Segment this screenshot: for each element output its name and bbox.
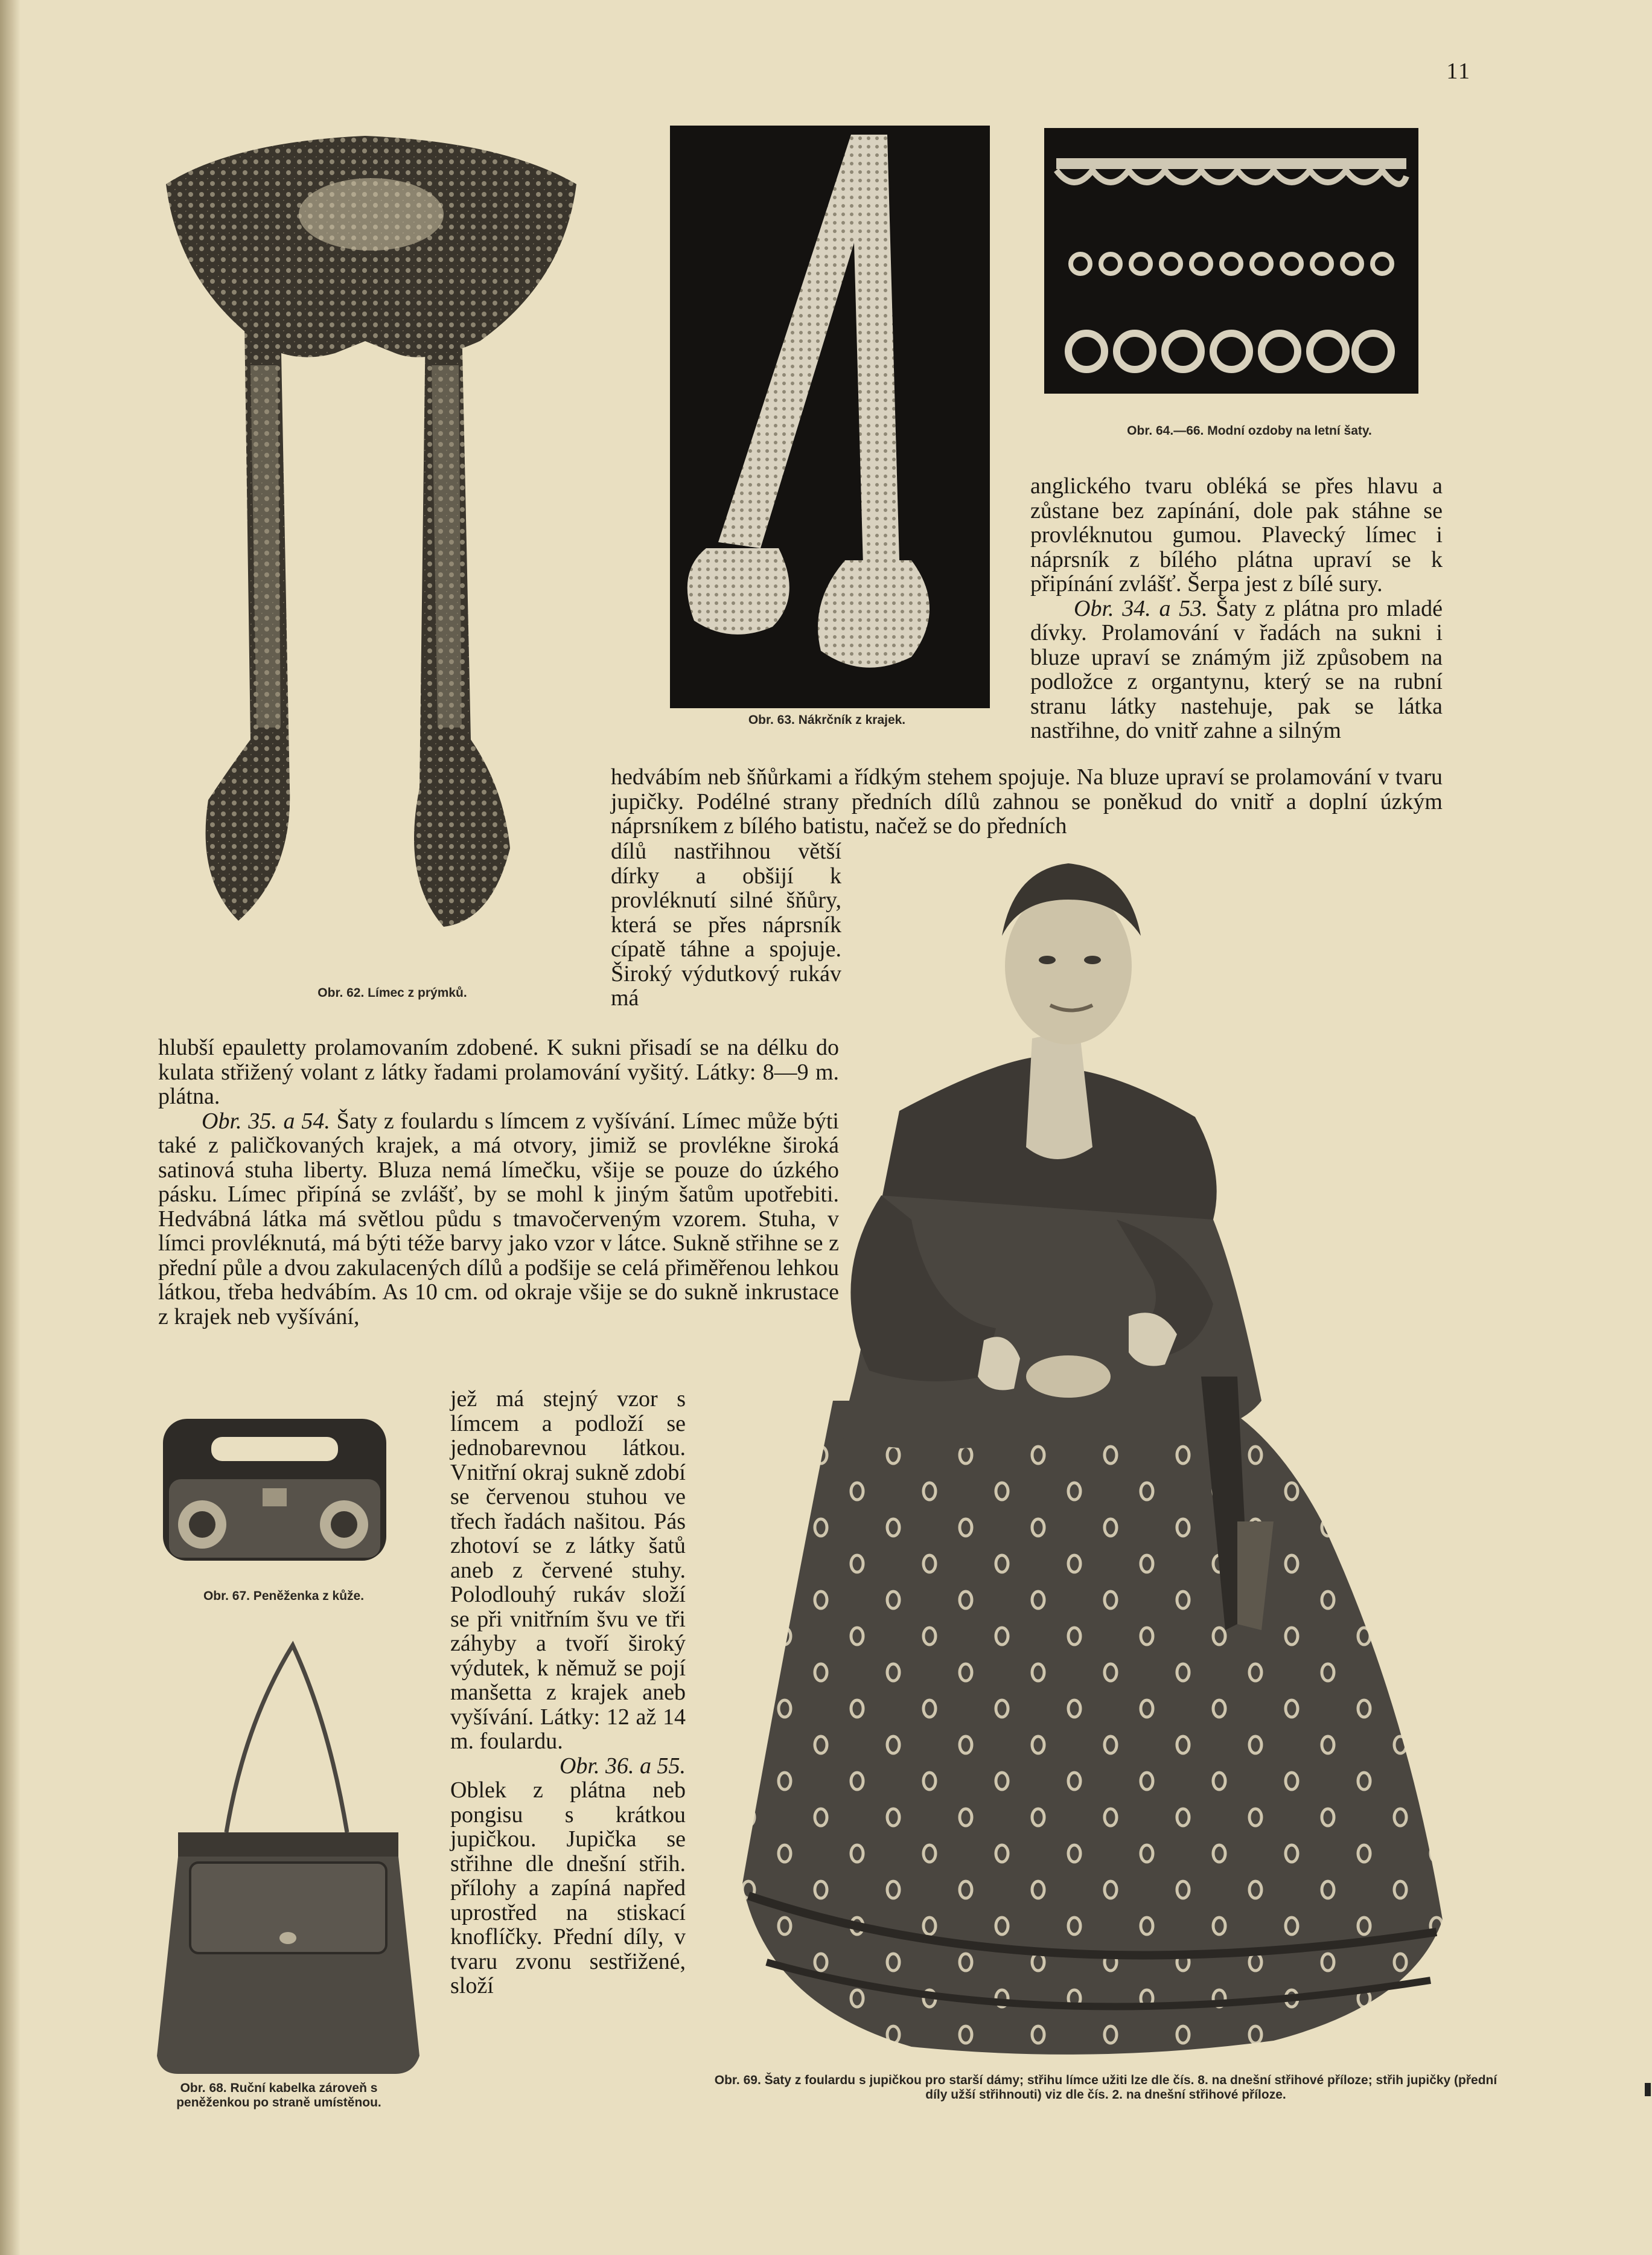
figure-reference: Obr. 36. a 55. (559, 1753, 686, 1779)
paragraph-obr-36: Oblek z plátna neb pongisu s krátkou jupičkou. Jupička se střihne dle dnešní střih. přílohy a zapíná napřed uprostřed na stiskací knoflíčky. Přední díly, v tvaru zvonu sestřižené, složí (450, 1777, 686, 1998)
trims-photo (1044, 128, 1418, 394)
paragraph-text: Šaty z foulardu s límcem z vyšívání. Límec může býti také z paličkovaných krajek, a má otvory, jimiž se provlékne široká satinová stuha liberty. Bluza nemá límečku, všije se pouze do úzkého pásku. Límec připíná se zvlášť, by se mohl k jiným šatům upotřebiti. Hedvábná látka má světlou půdu s tmavočerveným vzorem. Stuha, v límci provléknutá, má býti téže barvy jako vzor v látce. Sukně střihne se z přední půle a dvou zakulacených dílů a podšije se celá přiměřenou lehkou látkou, třeba hedvábím. As 10 cm. od okraje všije se do sukně inkrustace z krajek neb vyšívání, (158, 1108, 839, 1329)
paragraph-obr-36-title (450, 1754, 686, 1779)
edge-marker (1645, 2083, 1651, 2096)
paragraph-text: Šaty z plátna pro mladé dívky. Prolamování v řadách na sukni i bluze upraví se známým již způsobem na podložce z organtynu, který se na rubní stranu látky nastehuje, pak se látka nastřihne, do vnitř zahne a silným (1030, 595, 1443, 743)
caption-fig63: Obr. 63. Nákrčník z krajek. (748, 713, 906, 727)
seated-woman-portrait (730, 857, 1449, 2059)
collar-illustration (142, 124, 598, 957)
caption-fig64-66: Obr. 64.—66. Modní ozdoby na letní šaty. (1127, 424, 1372, 438)
figure-reference: Obr. 34. a 53. (1074, 595, 1208, 621)
text-wide-section (611, 765, 1443, 839)
caption-fig62: Obr. 62. Límec z prýmků. (317, 986, 467, 1000)
caption-fig69: Obr. 69. Šaty z foulardu s jupičkou pro starší dámy; střihu límce užiti lze dle čís. 8. na dnešní střihové příloze; střih jupičky (přední díly užší střihnouti) viz dle čís. 2. na dnešní střihové příloze. (714, 2073, 1497, 2102)
lace-necktie-photo (670, 126, 990, 708)
figure-reference: Obr. 35. a 54. (202, 1108, 330, 1134)
paragraph-wide: hedvábím neb šňůrkami a řídkým stehem spojuje. Na bluze upraví se prolamování v tvaru jupičky. Podélné strany předních dílů zahnou se poněkud do vnitř a doplní úzkým náprsníkem z bílého batistu, načež se do předních (611, 764, 1443, 839)
leather-purse-illustration (157, 1413, 392, 1567)
caption-fig68: Obr. 68. Ruční kabelka zároveň s peněženkou po straně umístěnou. (176, 2081, 381, 2109)
caption-fig67: Obr. 67. Peněženka z kůže. (203, 1589, 365, 1603)
page-spine-shadow (0, 0, 21, 2255)
handbag-illustration (154, 1633, 423, 2077)
paragraph-obr-34 (1030, 597, 1443, 743)
paragraph-left-a: hlubší epauletty prolamovaním zdobené. K sukni přisadí se na délku do kulata střižený volant z látky řadami prolamování vyšitý. Látky: 8—9 m. plátna. (158, 1035, 839, 1109)
text-middle-column (450, 1387, 686, 1998)
paragraph-narrow: dílů nastřihnou větší dírky a obšijí k provléknutí silné šňůry, která se přes náprsník cípatě táhne a spojuje. Široký výdutkový rukáv má (611, 839, 841, 1011)
page-number: 11 (1446, 59, 1471, 84)
paragraph-continuation: anglického tvaru obléká se přes hlavu a zůstane bez zapínání, dole pak stáhne se provléknutou gumou. Plavecký límec i náprsník z bílého plátna upraví se k připínání zvlášť. Šerpa jest z bílé sury. (1030, 473, 1443, 597)
paragraph-middle: jež má stejný vzor s límcem a podloží se jednobarevnou látkou. Vnitřní okraj sukně zdobí se červenou stuhou ve třech řadách našitou. Pás zhotoví se z látky šatů aneb z červené stuhy. Polodlouhý rukáv složí se při vnitřním švu ve tři záhyby a tvoří široký výdutek, k němuž se pojí manšetta z krajek aneb vyšívání. Látky: 12 až 14 m. foulardu. (450, 1386, 686, 1754)
text-right-column-top (1030, 474, 1443, 743)
